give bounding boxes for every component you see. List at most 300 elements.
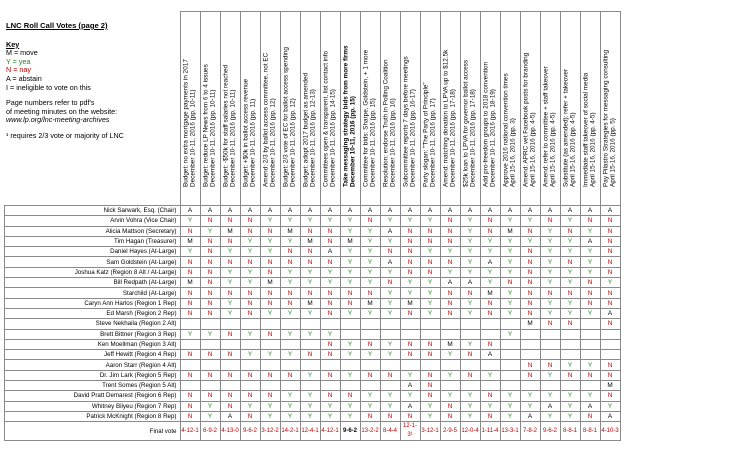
- vote-cell: Y: [460, 257, 480, 267]
- vote-cell: Y: [480, 278, 500, 288]
- vote-cell: Y: [240, 401, 260, 411]
- vote-cell: N: [600, 288, 620, 298]
- vote-cell: Y: [540, 267, 560, 277]
- vote-cell: Y: [560, 236, 580, 246]
- vote-cell: N: [600, 257, 620, 267]
- vote-cell: Y: [340, 257, 360, 267]
- vote-cell: Y: [180, 329, 200, 339]
- vote-cell: Y: [260, 216, 280, 226]
- vote-cell: N: [280, 288, 300, 298]
- motion-date-pages: April 15-16, 2016 (pp. 4-5): [530, 112, 537, 188]
- vote-cell: N: [380, 370, 400, 380]
- vote-cell: N: [180, 391, 200, 401]
- vote-cell: N: [320, 339, 340, 349]
- vote-cell: A: [600, 206, 620, 216]
- motion-label: [343, 46, 358, 188]
- vote-cell: Y: [520, 401, 540, 411]
- motion-header-9: [340, 12, 360, 206]
- final-tally: 12-1-3¹: [400, 422, 420, 441]
- vote-cell: N: [540, 319, 560, 329]
- vote-cell: [580, 329, 600, 339]
- vote-cell: [240, 339, 260, 349]
- vote-cell: N: [460, 288, 480, 298]
- vote-cell: A: [540, 401, 560, 411]
- vote-cell: N: [400, 267, 420, 277]
- vote-cell: Y: [540, 257, 560, 267]
- vote-cell: N: [180, 298, 200, 308]
- key-abstain: A = abstain: [6, 73, 42, 83]
- vote-cell: [180, 360, 200, 370]
- vote-cell: N: [200, 391, 220, 401]
- motion-label: [203, 64, 218, 187]
- vote-cell: N: [480, 226, 500, 236]
- final-tally: 3-12-2: [260, 422, 280, 441]
- vote-cell: M: [300, 236, 320, 246]
- final-tally: 9-6-2: [240, 422, 260, 441]
- motion-label: [523, 53, 538, 187]
- vote-cell: N: [560, 288, 580, 298]
- vote-cell: Y: [220, 247, 240, 257]
- vote-cell: Y: [340, 216, 360, 226]
- vote-cell: [280, 339, 300, 349]
- vote-cell: [320, 319, 340, 329]
- member-name: Whitney Bilyeu (Region 7 Rep): [5, 401, 181, 411]
- vote-cell: A: [300, 206, 320, 216]
- vote-cell: N: [180, 288, 200, 298]
- motion-date-pages: December 10-11, 2016 (pp. 16-17): [410, 89, 417, 188]
- motion-title: $25k loan to LPVA for governor ballot access: [462, 60, 470, 188]
- final-tally: 12-0-4: [460, 422, 480, 441]
- vote-cell: [600, 339, 620, 349]
- motion-title: Budget: no extra mortgage payments in 2017: [182, 59, 190, 188]
- vote-cell: Y: [380, 267, 400, 277]
- vote-cell: Y: [320, 411, 340, 421]
- motion-label: [543, 66, 558, 187]
- motion-title: Party slogan: "The Party of Principle": [422, 82, 430, 188]
- vote-cell: M: [520, 319, 540, 329]
- vote-cell: Y: [560, 216, 580, 226]
- vote-cell: [200, 381, 220, 391]
- vote-cell: Y: [420, 401, 440, 411]
- vote-cell: A: [460, 206, 480, 216]
- pages-note-line1: Page numbers refer to pdf's: [6, 98, 95, 108]
- motion-title: Budget: reduce LP News from 6 to 4 issues: [202, 64, 210, 188]
- motion-header-17: [500, 12, 520, 206]
- vote-cell: Y: [360, 226, 380, 236]
- motion-date-pages: December 10-11, 2016 (pp. 14-15): [330, 89, 337, 188]
- vote-cell: N: [480, 339, 500, 349]
- member-name: Brett Bittner (Region 3 Rep): [5, 329, 181, 339]
- motion-label: [383, 60, 398, 188]
- motion-title: Budget: +$0k in ballot access revenue: [242, 79, 250, 188]
- vote-cell: N: [340, 391, 360, 401]
- vote-cell: A: [220, 411, 240, 421]
- vote-cell: Y: [560, 247, 580, 257]
- vote-cell: M: [360, 298, 380, 308]
- vote-cell: [340, 360, 360, 370]
- vote-cell: N: [400, 236, 420, 246]
- vote-cell: Y: [420, 411, 440, 421]
- motion-header-8: [320, 12, 340, 206]
- vote-cell: Y: [540, 226, 560, 236]
- vote-cell: Y: [380, 391, 400, 401]
- vote-cell: Y: [460, 339, 480, 349]
- final-tally: 4-12-1: [320, 422, 340, 441]
- vote-cell: Y: [360, 267, 380, 277]
- motion-title: Budget: -$50k for staff salaries not reached: [222, 65, 230, 188]
- vote-cell: N: [180, 226, 200, 236]
- vote-cell: N: [360, 370, 380, 380]
- vote-cell: [180, 381, 200, 391]
- vote-cell: Y: [520, 216, 540, 226]
- vote-cell: N: [300, 288, 320, 298]
- vote-cell: [280, 360, 300, 370]
- vote-cell: [280, 319, 300, 329]
- vote-cell: N: [240, 257, 260, 267]
- vote-cell: N: [220, 391, 240, 401]
- vote-cell: M: [180, 278, 200, 288]
- vote-cell: Y: [240, 236, 260, 246]
- vote-cell: Y: [500, 267, 520, 277]
- vote-cell: Y: [280, 350, 300, 360]
- vote-cell: Y: [200, 226, 220, 236]
- vote-cell: Y: [540, 278, 560, 288]
- vote-cell: Y: [380, 339, 400, 349]
- vote-cell: [380, 319, 400, 329]
- vote-cell: N: [600, 360, 620, 370]
- vote-cell: N: [260, 226, 280, 236]
- motion-header-7: [300, 12, 320, 206]
- vote-cell: N: [440, 216, 460, 226]
- vote-cell: N: [300, 247, 320, 257]
- member-name: Patrick McKnight (Region 8 Rep): [5, 411, 181, 421]
- vote-cell: [540, 381, 560, 391]
- vote-cell: Y: [420, 278, 440, 288]
- vote-cell: [500, 370, 520, 380]
- vote-cell: Y: [340, 411, 360, 421]
- vote-cell: Y: [180, 247, 200, 257]
- vote-cell: [400, 329, 420, 339]
- vote-cell: N: [180, 370, 200, 380]
- vote-cell: [600, 329, 620, 339]
- vote-cell: A: [440, 278, 460, 288]
- vote-cell: [320, 360, 340, 370]
- vote-cell: Y: [220, 308, 240, 318]
- vote-cell: [480, 319, 500, 329]
- vote-cell: N: [240, 216, 260, 226]
- vote-cell: Y: [560, 401, 580, 411]
- vote-cell: A: [220, 206, 240, 216]
- vote-cell: N: [580, 298, 600, 308]
- motion-label: [583, 73, 598, 187]
- table-row: [5, 381, 621, 391]
- table-row: [5, 329, 621, 339]
- vote-cell: Y: [360, 401, 380, 411]
- table-row: [5, 401, 621, 411]
- motion-label: [503, 74, 518, 188]
- table-row: [5, 411, 621, 421]
- vote-cell: Y: [540, 370, 560, 380]
- vote-cell: Y: [560, 411, 580, 421]
- vote-cell: [560, 329, 580, 339]
- vote-cell: [520, 381, 540, 391]
- motion-label: [423, 82, 438, 187]
- vote-cell: [300, 339, 320, 349]
- vote-cell: Y: [180, 216, 200, 226]
- vote-cell: N: [180, 308, 200, 318]
- motion-label: [223, 65, 238, 187]
- motion-header-4: [240, 12, 260, 206]
- vote-cell: [180, 339, 200, 349]
- motion-header-22: [600, 12, 620, 206]
- vote-cell: A: [440, 206, 460, 216]
- table-row: [5, 267, 621, 277]
- vote-cell: N: [420, 257, 440, 267]
- vote-cell: [260, 360, 280, 370]
- motion-label: [363, 50, 378, 187]
- vote-cell: N: [440, 308, 460, 318]
- final-tally: 4-13-0: [220, 422, 240, 441]
- vote-cell: N: [520, 278, 540, 288]
- vote-cell: Y: [260, 411, 280, 421]
- vote-cell: N: [200, 298, 220, 308]
- vote-cell: N: [220, 350, 240, 360]
- vote-cell: Y: [300, 267, 320, 277]
- vote-cell: Y: [460, 247, 480, 257]
- vote-cell: N: [440, 298, 460, 308]
- vote-cell: N: [420, 370, 440, 380]
- footnote: ¹ requires 2/3 vote or majority of LNC: [6, 130, 124, 140]
- vote-cell: N: [520, 360, 540, 370]
- vote-cell: Y: [540, 308, 560, 318]
- motion-label: [483, 62, 498, 187]
- table-row: [5, 288, 621, 298]
- vote-cell: Y: [300, 401, 320, 411]
- vote-cell: Y: [580, 226, 600, 236]
- table-row: [5, 360, 621, 370]
- vote-cell: N: [280, 298, 300, 308]
- member-name: David Pratt Demarest (Region 6 Rep): [5, 391, 181, 401]
- vote-cell: N: [400, 257, 420, 267]
- vote-cell: Y: [320, 278, 340, 288]
- vote-cell: N: [440, 236, 460, 246]
- vote-cell: Y: [580, 247, 600, 257]
- vote-cell: Y: [220, 278, 240, 288]
- member-name: Dr. Jim Lark (Region 5 Rep): [5, 370, 181, 380]
- vote-cell: Y: [240, 278, 260, 288]
- vote-cell: N: [320, 350, 340, 360]
- vote-cell: Y: [280, 401, 300, 411]
- vote-cell: Y: [560, 308, 580, 318]
- final-tally: 13-2-2: [360, 422, 380, 441]
- vote-cell: N: [300, 257, 320, 267]
- vote-cell: N: [580, 411, 600, 421]
- motion-header-1: [180, 12, 200, 206]
- vote-cell: N: [240, 411, 260, 421]
- vote-cell: Y: [440, 391, 460, 401]
- vote-cell: Y: [500, 329, 520, 339]
- vote-cell: [500, 339, 520, 349]
- vote-cell: N: [520, 257, 540, 267]
- final-tally: 9-6-2: [340, 422, 360, 441]
- motion-date-pages: April 15-16, 2016 (pp. 4-5): [550, 112, 557, 188]
- motion-header-21: [580, 12, 600, 206]
- vote-cell: Y: [440, 350, 460, 360]
- motion-header-19: [540, 12, 560, 206]
- vote-cell: Y: [420, 216, 440, 226]
- vote-cell: A: [260, 206, 280, 216]
- vote-cell: N: [260, 298, 280, 308]
- motion-title: Committees open & transparent, list contact info: [322, 51, 330, 188]
- vote-cell: N: [420, 236, 440, 246]
- vote-cell: N: [400, 411, 420, 421]
- vote-cell: A: [560, 206, 580, 216]
- vote-cell: N: [340, 298, 360, 308]
- table-row: [5, 236, 621, 246]
- vote-cell: N: [440, 288, 460, 298]
- vote-cell: N: [520, 288, 540, 298]
- key-nay: N = nay: [6, 65, 31, 75]
- vote-cell: Y: [280, 329, 300, 339]
- vote-cell: [400, 360, 420, 370]
- vote-cell: N: [600, 267, 620, 277]
- vote-cell: Y: [500, 298, 520, 308]
- vote-cell: Y: [500, 411, 520, 421]
- vote-cell: Y: [540, 298, 560, 308]
- vote-cell: Y: [600, 401, 620, 411]
- vote-cell: Y: [260, 236, 280, 246]
- motion-date-pages: December 10-11, 2016 (pp. 10-11): [230, 89, 237, 188]
- vote-cell: N: [220, 257, 240, 267]
- vote-cell: M: [220, 226, 240, 236]
- vote-cell: Y: [520, 236, 540, 246]
- vote-cell: A: [280, 206, 300, 216]
- vote-cell: [420, 329, 440, 339]
- vote-cell: M: [440, 339, 460, 349]
- vote-cell: Y: [460, 401, 480, 411]
- vote-cell: Y: [200, 329, 220, 339]
- vote-cell: [460, 360, 480, 370]
- key-ineligible: I = ineligible to vote on this: [6, 82, 91, 92]
- vote-cell: [440, 381, 460, 391]
- vote-cell: Y: [360, 278, 380, 288]
- vote-cell: [600, 350, 620, 360]
- vote-cell: Y: [300, 370, 320, 380]
- vote-cell: N: [580, 278, 600, 288]
- vote-cell: M: [280, 226, 300, 236]
- vote-cell: Y: [500, 308, 520, 318]
- motion-date-pages: December 10-11, 2016 (pp. 17): [430, 98, 437, 188]
- vote-cell: Y: [400, 391, 420, 401]
- pages-note-line2: of meeting minutes on the website:: [6, 106, 118, 116]
- motion-date-pages: April 15-16, 2016 (pp. 5): [610, 118, 617, 188]
- column-header-row: [5, 12, 621, 206]
- motion-date-pages: April 15-16, 2016 (pp. 4-5): [570, 112, 577, 188]
- vote-cell: Y: [420, 308, 440, 318]
- vote-cell: [440, 360, 460, 370]
- vote-cell: N: [200, 257, 220, 267]
- vote-table: [4, 11, 621, 441]
- vote-cell: Y: [360, 257, 380, 267]
- vote-cell: N: [420, 350, 440, 360]
- vote-cell: N: [200, 216, 220, 226]
- vote-cell: Y: [260, 350, 280, 360]
- vote-cell: [560, 350, 580, 360]
- vote-cell: Y: [580, 308, 600, 318]
- vote-cell: Y: [300, 216, 320, 226]
- vote-cell: Y: [400, 370, 420, 380]
- vote-cell: [300, 319, 320, 329]
- vote-cell: N: [220, 288, 240, 298]
- vote-cell: N: [440, 257, 460, 267]
- vote-cell: Y: [540, 236, 560, 246]
- archive-url-text[interactable]: www.lp.org/lnc-meeting-archives: [6, 115, 110, 125]
- vote-cell: A: [400, 206, 420, 216]
- vote-cell: N: [180, 411, 200, 421]
- motion-title: Immediate staff takeover of social media: [582, 72, 590, 188]
- member-name: Bill Redpath (At-Large): [5, 278, 181, 288]
- vote-cell: N: [560, 226, 580, 236]
- vote-cell: N: [200, 288, 220, 298]
- motion-date-pages: December 10-11, 2016 (pp. 10-11): [190, 89, 197, 188]
- motion-header-15: [460, 12, 480, 206]
- vote-cell: [400, 319, 420, 329]
- vote-cell: N: [420, 339, 440, 349]
- vote-cell: Y: [440, 247, 460, 257]
- motion-label: [323, 51, 338, 187]
- vote-cell: N: [200, 308, 220, 318]
- vote-cell: Y: [580, 360, 600, 370]
- vote-cell: A: [520, 411, 540, 421]
- vote-cell: Y: [240, 350, 260, 360]
- vote-cell: [500, 360, 520, 370]
- motion-title: Amend: 2/3 by ballot access committee, not EC: [262, 52, 270, 188]
- final-tally: 1-11-4: [480, 422, 500, 441]
- vote-cell: M: [180, 236, 200, 246]
- vote-cell: Y: [380, 288, 400, 298]
- vote-cell: N: [600, 226, 620, 236]
- motion-date-pages: December 10-11, 2016 (pp. 15): [350, 96, 357, 188]
- vote-cell: Y: [500, 257, 520, 267]
- vote-cell: Y: [560, 278, 580, 288]
- vote-cell: N: [220, 370, 240, 380]
- vote-cell: N: [440, 411, 460, 421]
- vote-cell: Y: [340, 350, 360, 360]
- vote-cell: [440, 329, 460, 339]
- vote-cell: Y: [240, 247, 260, 257]
- member-name: Aaron Starr (Region 4 Alt): [5, 360, 181, 370]
- vote-cell: [240, 381, 260, 391]
- vote-cell: [460, 381, 480, 391]
- vote-cell: A: [500, 206, 520, 216]
- member-name: Tim Hagan (Treasurer): [5, 236, 181, 246]
- vote-cell: Y: [340, 339, 360, 349]
- vote-cell: Y: [420, 298, 440, 308]
- vote-cell: Y: [360, 350, 380, 360]
- table-row: [5, 339, 621, 349]
- vote-cell: [320, 381, 340, 391]
- motion-header-14: [440, 12, 460, 206]
- vote-cell: A: [400, 381, 420, 391]
- vote-cell: [420, 319, 440, 329]
- motion-header-10: [360, 12, 380, 206]
- vote-cell: Y: [340, 401, 360, 411]
- member-name: Steve Nekhaila (Region 2 Alt): [5, 319, 181, 329]
- vote-cell: Y: [540, 391, 560, 401]
- vote-cell: [560, 381, 580, 391]
- vote-cell: Y: [460, 298, 480, 308]
- member-name: Nick Sarwark, Esq. (Chair): [5, 206, 181, 216]
